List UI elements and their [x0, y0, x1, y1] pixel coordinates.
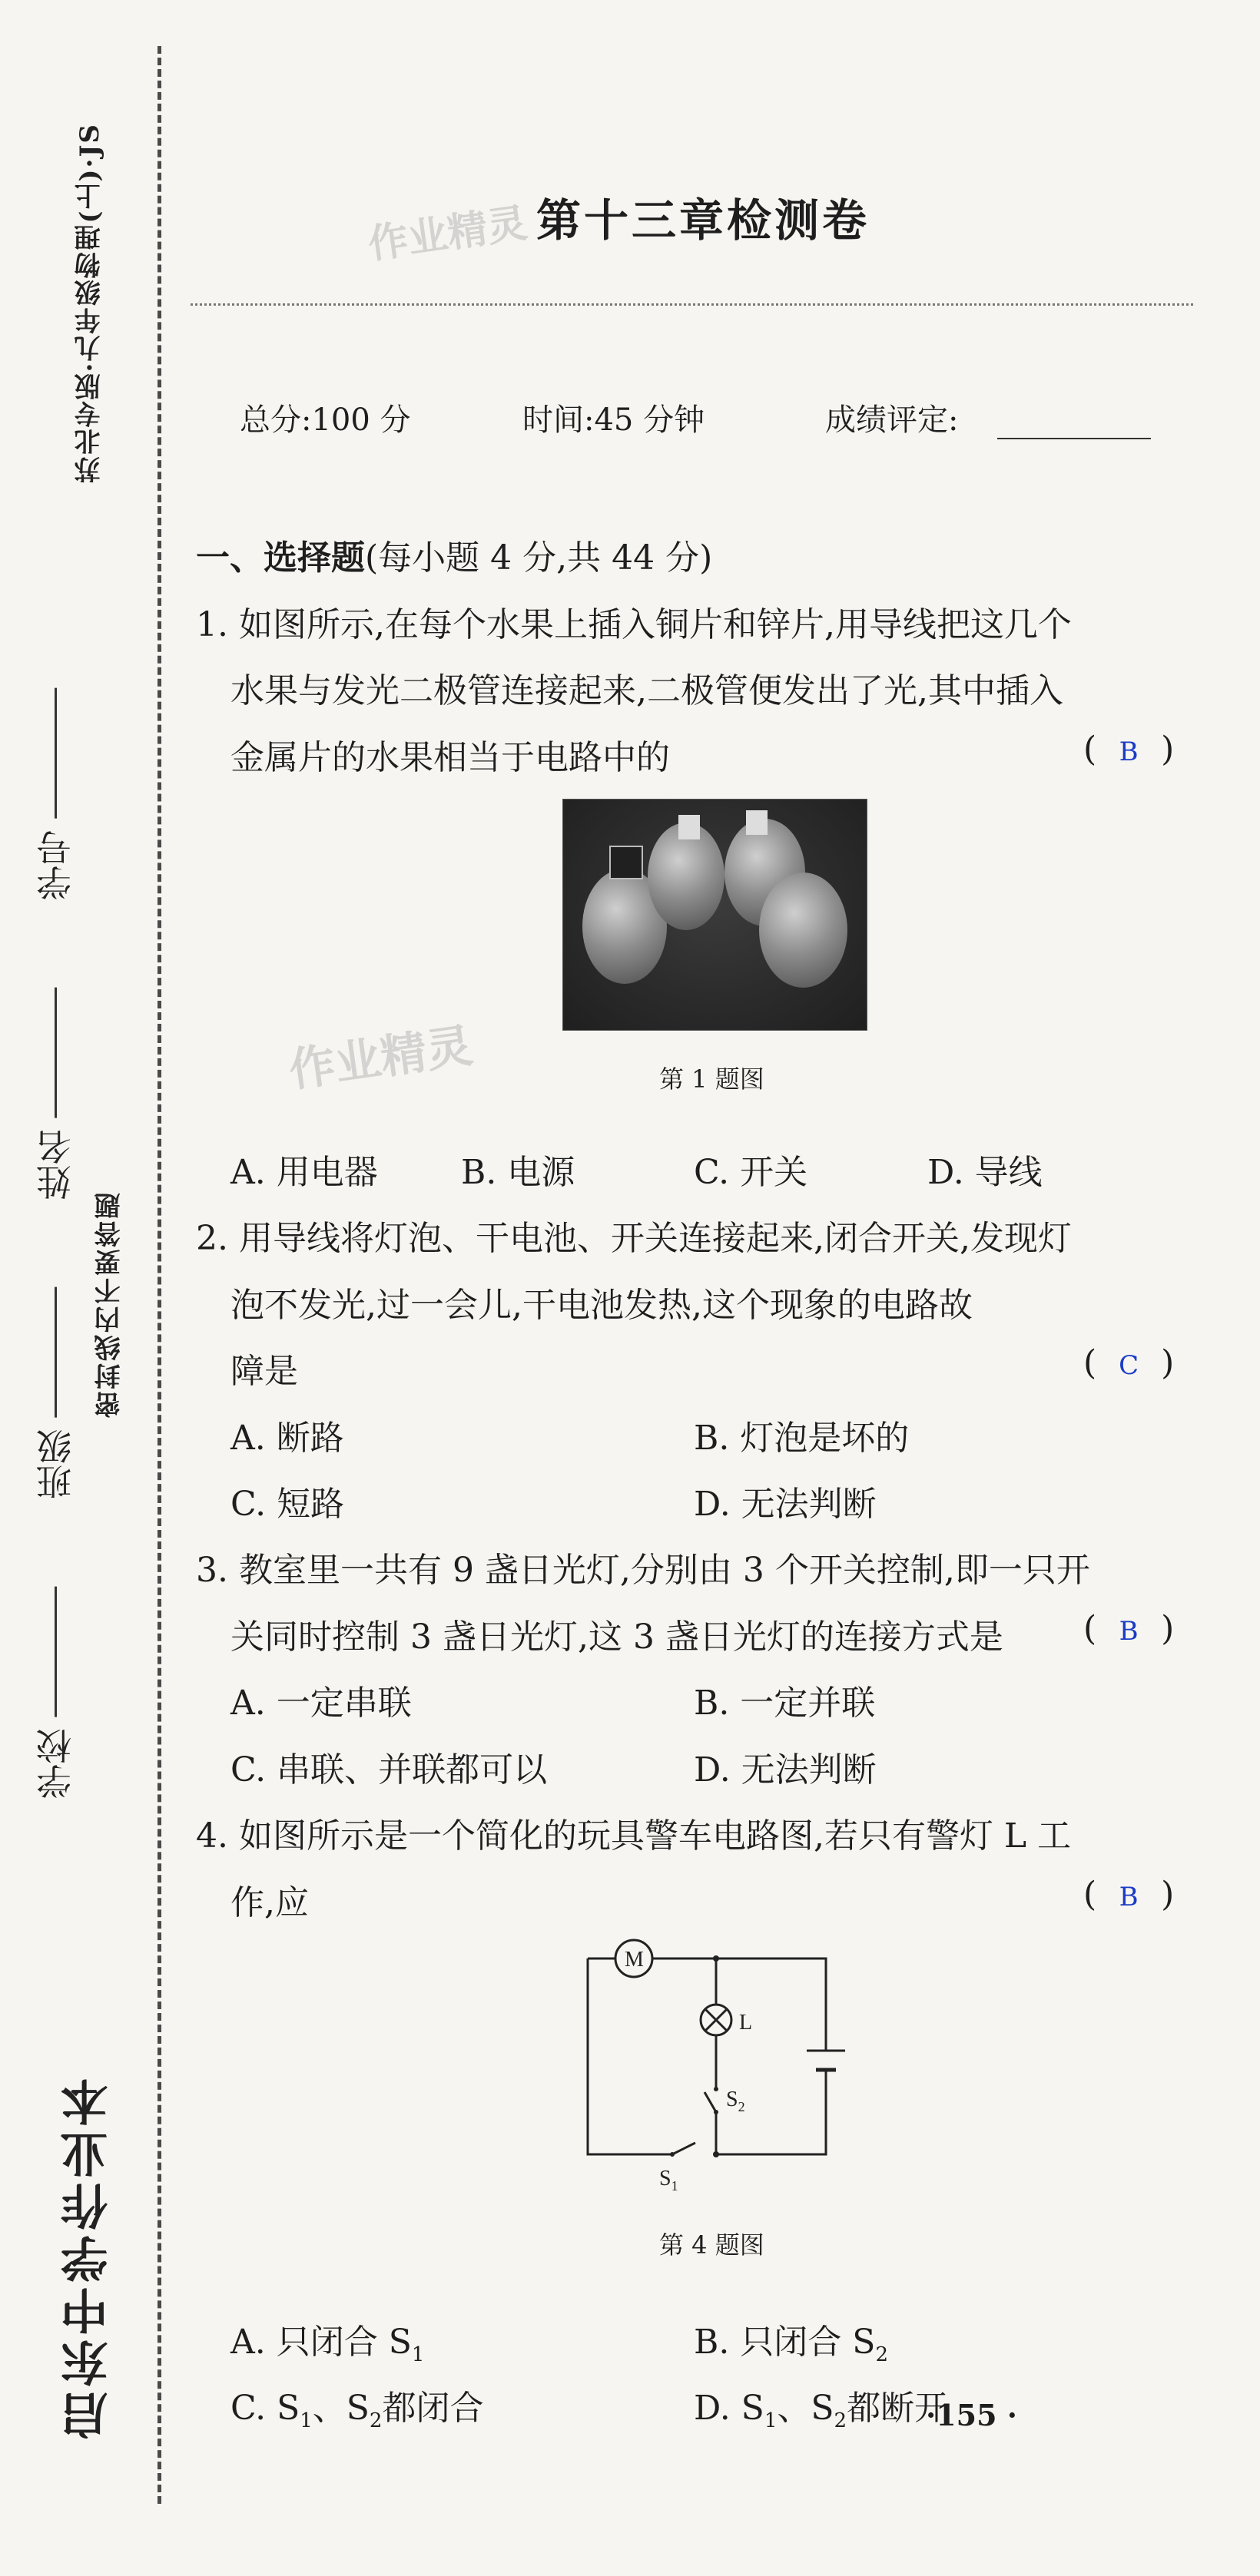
school-line[interactable]: [55, 1587, 58, 1717]
q4-line-1: 4. 如图所示是一个简化的玩具警车电路图,若只有警灯 L 工: [196, 1816, 1072, 1856]
q1-option-b[interactable]: B. 电源: [461, 1153, 575, 1192]
q4-option-a[interactable]: A. 只闭合 $S_1$: [230, 2323, 425, 2366]
seal-note: 密封线内不要答题: [94, 1190, 125, 1418]
q4-answer: B: [1119, 1882, 1139, 1912]
q2-option-c[interactable]: C. 短路: [230, 1485, 345, 1524]
student-number-label: 学号: [35, 829, 77, 901]
q2-line-1: 2. 用导线将灯泡、干电池、开关连接起来,闭合开关,发现灯: [196, 1219, 1072, 1258]
q4-option-c[interactable]: C. $S_1$、$S_2$都闭合: [230, 2389, 484, 2432]
q1-figure-caption: 第 1 题图: [659, 1065, 764, 1094]
class-label: 班级: [35, 1429, 77, 1500]
section-note: (每小题 4 分,共 44 分): [365, 538, 713, 578]
watermark-middle: 作业精灵: [285, 1018, 476, 1098]
student-number-field[interactable]: [31, 676, 81, 901]
q2-line-2: 泡不发光,过一会儿,干电池发热,这个现象的电路故: [230, 1286, 973, 1325]
student-number-line[interactable]: [55, 688, 58, 819]
s1-label: $S_1$: [659, 2167, 678, 2194]
q4-figure-caption: 第 4 题图: [659, 2230, 764, 2260]
q3-line-1: 3. 教室里一共有 9 盏日光灯,分别由 3 个开关控制,即一只开: [196, 1551, 1090, 1590]
q1-option-a[interactable]: A. 用电器: [230, 1153, 378, 1192]
section-heading: [196, 530, 712, 579]
s2-label: $S_2$: [726, 2088, 745, 2114]
q4-option-b[interactable]: B. 只闭合 $S_2$: [694, 2323, 888, 2366]
grade-label: 成绩评定:: [825, 402, 959, 438]
page-title: 第十三章检测卷: [536, 194, 870, 247]
q2-option-a[interactable]: A. 断路: [230, 1419, 344, 1458]
q1-line-2: 水果与发光二极管连接起来,二极管便发出了光,其中插入: [230, 671, 1063, 710]
q1-option-c[interactable]: C. 开关: [694, 1153, 808, 1192]
class-line[interactable]: [55, 1287, 58, 1418]
q3-option-d[interactable]: D. 无法判断: [694, 1750, 877, 1790]
total-score: 总分:100 分: [240, 402, 411, 438]
school-label: 学校: [35, 1728, 77, 1800]
q3-answer: B: [1119, 1616, 1139, 1647]
q1-answer-slot[interactable]: ( B ): [1083, 730, 1175, 769]
toy-police-car-circuit: [576, 1928, 884, 2204]
q3-option-c[interactable]: C. 串联、并联都可以: [230, 1750, 548, 1790]
q1-line-3: 金属片的水果相当于电路中的: [230, 738, 670, 777]
page-number: ·155 ·: [926, 2398, 1018, 2432]
q2-answer-slot[interactable]: ( C ): [1083, 1343, 1175, 1382]
student-name-line[interactable]: [55, 988, 58, 1118]
q3-option-b[interactable]: B. 一定并联: [694, 1684, 876, 1723]
q1-line-1: 1. 如图所示,在每个水果上插入铜片和锌片,用导线把这几个: [196, 605, 1072, 644]
book-series-label: 苏北专版·九年级物理(上)·JS: [75, 123, 105, 483]
brand-label: 启东中学作业本: [60, 2074, 116, 2439]
exam-time: 时间:45 分钟: [522, 402, 705, 438]
q2-line-3: 障是: [230, 1352, 298, 1391]
lamp-label: L: [739, 2011, 753, 2035]
q4-answer-slot[interactable]: ( B ): [1083, 1875, 1175, 1914]
q4-line-2: 作,应: [230, 1883, 309, 1922]
school-field[interactable]: [31, 1574, 81, 1800]
q3-line-2: 关同时控制 3 盏日光灯,这 3 盏日光灯的连接方式是: [230, 1617, 1003, 1657]
q1-answer: B: [1119, 737, 1139, 767]
grade-input-line[interactable]: [997, 438, 1151, 439]
section-title: 一、选择题: [196, 538, 365, 578]
student-name-field[interactable]: [31, 975, 81, 1200]
q4-option-d[interactable]: D. $S_1$、$S_2$都断开: [694, 2389, 949, 2432]
motor-label: M: [625, 1948, 644, 1972]
seal-dashed-line: [158, 46, 161, 2504]
q1-option-d[interactable]: D. 导线: [927, 1153, 1043, 1192]
student-name-label: 姓名: [35, 1129, 77, 1200]
title-divider: [191, 303, 1193, 306]
q3-option-a[interactable]: A. 一定串联: [230, 1684, 412, 1723]
class-field[interactable]: [31, 1275, 81, 1500]
q2-option-b[interactable]: B. 灯泡是坏的: [694, 1419, 910, 1458]
q3-answer-slot[interactable]: ( B ): [1083, 1609, 1175, 1648]
q2-option-d[interactable]: D. 无法判断: [694, 1485, 877, 1524]
q2-answer: C: [1119, 1350, 1139, 1381]
watermark-top: 作业精灵: [365, 200, 530, 269]
fruit-battery-photo: [562, 799, 867, 1031]
